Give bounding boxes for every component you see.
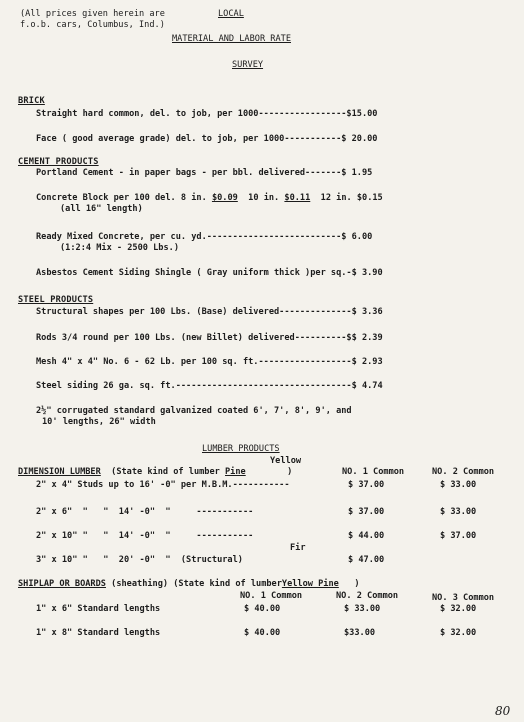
brick-line-1: Straight hard common, del. to job, per 1000-----------------$15.00	[36, 109, 378, 119]
rods-line: Rods 3/4 round per 100 Lbs. (new Billet) delivered----------$$ 2.39	[36, 333, 383, 343]
portland-line: Portland Cement - in paper bags - per bbl. delivered-------$ 1.95	[36, 168, 373, 178]
page-number: 80	[495, 704, 511, 718]
block-12in: 12 in. $0.15	[320, 193, 383, 203]
structural-line: Structural shapes per 100 Lbs. (Base) delivered--------------$ 3.36	[36, 307, 383, 317]
dimension-lumber-label: DIMENSION LUMBER	[18, 467, 101, 477]
fir-label: Fir	[290, 543, 306, 553]
shiplap-row-no1: $ 40.00	[244, 604, 281, 614]
shiplap-label: SHIPLAP OR BOARDS	[18, 579, 106, 589]
brick-heading: BRICK	[18, 96, 45, 106]
dimension-state-text: (State kind of lumber	[111, 467, 220, 477]
shiplap-no2-header: NO. 2 Common	[336, 591, 399, 601]
lumber-row-no1: $ 37.00	[348, 480, 385, 490]
shiplap-row-no1: $ 40.00	[244, 628, 281, 638]
steel-siding-line: Steel siding 26 ga. sq. ft.----------------------------------$ 4.74	[36, 381, 383, 391]
brick-line-2: Face ( good average grade) del. to job, per 1000-----------$ 20.00	[36, 134, 378, 144]
shiplap-close-paren: )	[354, 579, 360, 589]
lumber-row-desc: 2" x 6" " " 14' -0" " -----------	[36, 507, 254, 517]
dimension-kind: Pine	[225, 467, 246, 477]
price-note-line2: f.o.b. cars, Columbus, Ind.)	[20, 20, 165, 30]
asbestos-line: Asbestos Cement Siding Shingle ( Gray uniform thick )per sq.-$ 3.90	[36, 268, 383, 278]
document-title: MATERIAL AND LABOR RATE	[172, 34, 291, 44]
block-price-8in: $0.09	[211, 193, 238, 203]
concrete-block-line	[36, 193, 383, 204]
shiplap-row-no3: $ 32.00	[440, 604, 477, 614]
steel-heading: STEEL PRODUCTS	[18, 295, 94, 305]
shiplap-row-no2: $ 33.00	[344, 604, 381, 614]
block-note: (all 16" length)	[60, 204, 143, 214]
lumber-row-desc: 2" x 10" " " 14' -0" " -----------	[36, 531, 254, 541]
lumber-kind-above: Yellow	[270, 456, 302, 466]
no2-common-header: NO. 2 Common	[432, 467, 495, 477]
shiplap-row-desc: 1" x 8" Standard lengths	[36, 628, 161, 638]
block-price-10in: $0.11	[284, 193, 311, 203]
ready-mix-note: (1:2:4 Mix - 2500 Lbs.)	[60, 243, 179, 253]
dimension-lumber-line	[18, 467, 292, 478]
cement-heading: CEMENT PRODUCTS	[18, 157, 99, 167]
shiplap-line	[18, 579, 360, 590]
lumber-row-no2: $ 33.00	[440, 480, 477, 490]
no1-common-header: NO. 1 Common	[342, 467, 405, 477]
shiplap-row-no2: $33.00	[344, 628, 376, 638]
dimension-close-paren: )	[287, 467, 293, 477]
lumber-row-no2: $ 37.00	[440, 531, 477, 541]
shiplap-no1-header: NO. 1 Common	[240, 591, 303, 601]
lumber-heading: LUMBER PRODUCTS	[202, 444, 280, 454]
lumber-row-no1: $ 44.00	[348, 531, 385, 541]
block-10in-label: 10 in.	[248, 193, 280, 203]
local-label: LOCAL	[218, 9, 244, 19]
lumber-row-no1: $ 37.00	[348, 507, 385, 517]
shiplap-row-no3: $ 32.00	[440, 628, 477, 638]
block-desc: Concrete Block per 100 del. 8 in.	[36, 193, 207, 203]
shiplap-state-text: (sheathing) (State kind of lumber	[111, 579, 282, 589]
shiplap-row-desc: 1" x 6" Standard lengths	[36, 604, 161, 614]
lumber-row-desc: 2" x 4" Studs up to 16' -0" per M.B.M.-----------	[36, 480, 290, 490]
shiplap-no3-header: NO. 3 Common	[432, 593, 495, 603]
lumber-row-desc: 3" x 10" " " 20' -0" " (Structural)	[36, 555, 243, 565]
corrugated-line-1: 2½" corrugated standard galvanized coated 6', 7', 8', 9', and	[36, 406, 352, 416]
mesh-line: Mesh 4" x 4" No. 6 - 62 Lb. per 100 sq. ft.------------------$ 2.93	[36, 357, 383, 367]
shiplap-kind: Yellow Pine	[281, 579, 339, 589]
corrugated-line-2: 10' lengths, 26" width	[42, 417, 156, 427]
lumber-row-no2: $ 33.00	[440, 507, 477, 517]
survey-heading: SURVEY	[232, 60, 264, 70]
ready-mix-line: Ready Mixed Concrete, per cu. yd.--------------------------$ 6.00	[36, 232, 373, 242]
lumber-row-no1: $ 47.00	[348, 555, 385, 565]
price-note-line1: (All prices given herein are	[20, 9, 165, 19]
